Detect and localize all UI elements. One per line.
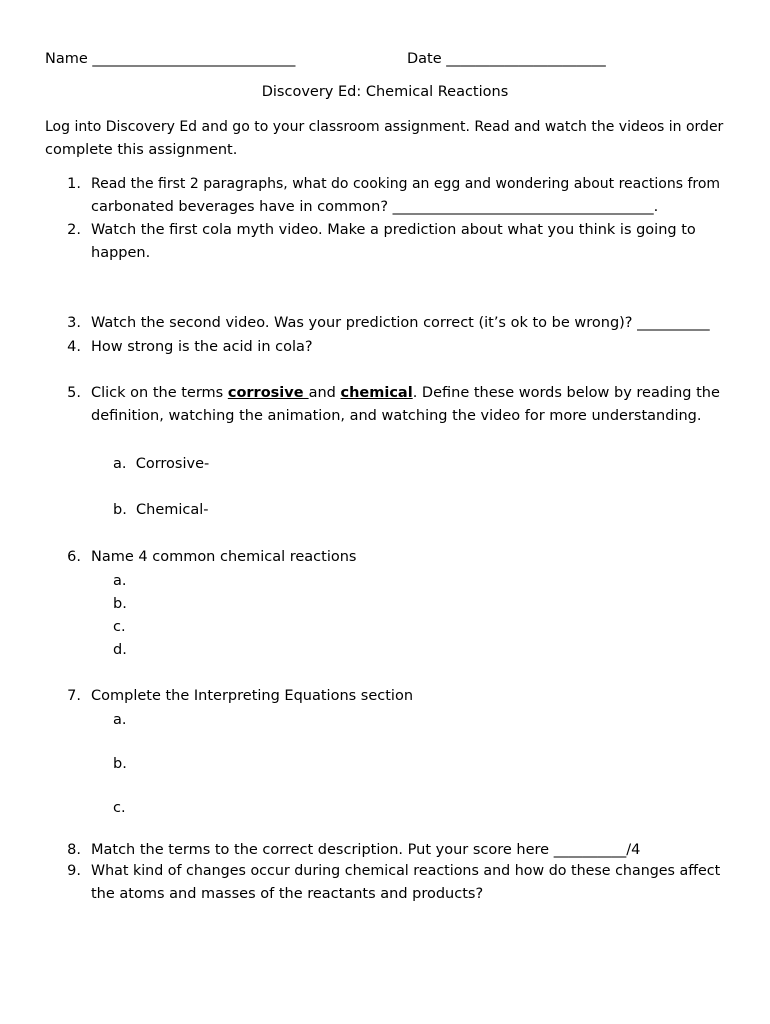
question-7-item-a: a. — [113, 712, 127, 728]
question-number: 4. — [67, 339, 81, 355]
question-6-item-a: a. — [113, 573, 127, 589]
chemical-term-link[interactable]: chemical — [340, 385, 413, 401]
question-6-item-c: c. — [113, 619, 126, 635]
question-9-line-1: What kind of changes occur during chemical reactions and how do these changes affect — [91, 863, 721, 879]
intro-line-1: Log into Discovery Ed and go to your classroom assignment. Read and watch the videos in order — [45, 119, 724, 135]
question-7-item-b: b. — [113, 756, 127, 772]
question-number: 1. — [67, 176, 81, 192]
corrosive-term-link[interactable]: corrosive — [227, 385, 309, 401]
question-7-item-c: c. — [113, 800, 126, 816]
date-field-label: Date ______________________ — [407, 51, 606, 67]
question-9-line-2: the atoms and masses of the reactants and products? — [91, 886, 484, 902]
question-5-text-post: . Define these words below by reading the — [412, 385, 720, 401]
question-1-line-1: Read the first 2 paragraphs, what do cooking an egg and wondering about reactions from — [91, 176, 721, 192]
question-5-item-b: b. Chemical- — [113, 502, 209, 518]
question-5-item-a: a. Corrosive- — [113, 456, 210, 472]
question-number: 6. — [67, 549, 81, 565]
question-2-line-1: Watch the first cola myth video. Make a prediction about what you think is going to — [91, 222, 696, 238]
question-number: 8. — [67, 842, 81, 858]
question-number: 2. — [67, 222, 81, 238]
question-8-line-1: Match the terms to the correct description. Put your score here __________/4 — [91, 842, 641, 858]
question-6-item-b: b. — [113, 596, 127, 612]
question-6-line-1: Name 4 common chemical reactions — [91, 549, 357, 565]
intro-line-2: complete this assignment. — [45, 142, 238, 158]
question-7-line-1: Complete the Interpreting Equations section — [91, 688, 414, 704]
question-5-line-1 — [91, 384, 720, 402]
question-5-text-mid: and — [308, 385, 341, 401]
question-number: 7. — [67, 688, 81, 704]
question-1-line-2: carbonated beverages have in common? ____________________________________. — [91, 199, 659, 215]
name-field-label: Name ____________________________ — [45, 51, 296, 67]
question-5-line-2: definition, watching the animation, and watching the video for more understanding. — [91, 408, 702, 424]
question-4-line-1: How strong is the acid in cola? — [91, 339, 313, 355]
question-3-line-1: Watch the second video. Was your prediction correct (it’s ok to be wrong)? __________ — [91, 315, 710, 331]
page-title: Discovery Ed: Chemical Reactions — [261, 84, 509, 100]
question-5-text-pre: Click on the terms — [91, 385, 228, 401]
question-6-item-d: d. — [113, 642, 127, 658]
question-number: 3. — [67, 315, 81, 331]
question-number: 5. — [67, 385, 81, 401]
question-number: 9. — [67, 863, 81, 879]
question-2-line-2: happen. — [91, 245, 151, 261]
